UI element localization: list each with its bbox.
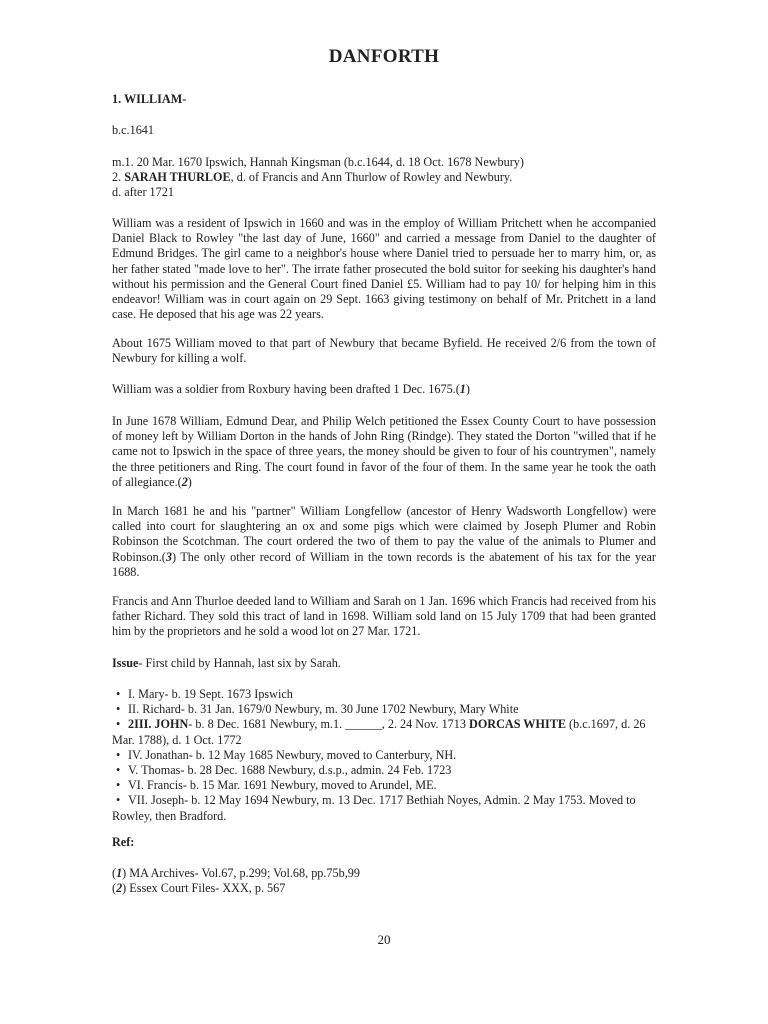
marriage-2-line [112,170,656,185]
paragraph-2: About 1675 William moved to that part of Newbury that became Byfield. He received 2/6 from the town of Newbury for killing a wolf. [112,336,656,366]
footnote-ref-1: 1 [459,382,466,396]
references-list [112,866,656,896]
bullet: • [116,687,121,701]
child-name-john: 2III. JOHN [128,717,189,732]
marriage-block [112,155,656,201]
bullet: • [116,778,121,793]
paragraph-5 [112,504,656,580]
bullet: • [116,747,121,762]
paragraph-4-text: In June 1678 William, Edmund Dear, and Philip Welch petitioned the Essex County Court to have possession of money left by William Dorton in the hands of John Ring (Rindge). They stated the Dorton "willed that if he came not to Ipswich in the space of three years, the money should be given to four of his countrymen", namely the three petitioners and Ring. The court found in favor of the four of them. In the same year he took the oath of allegiance.( [112,414,656,489]
paragraph-3 [112,382,656,397]
child-text: VI. Francis- b. 15 Mar. 1691 Newbury, moved to Arundel, ME. [128,778,437,793]
reference-1 [112,866,656,881]
marriage-2-rest: , d. of Francis and Ann Thurlow of Rowley and Newbury. [230,170,513,185]
page-title: DANFORTH [328,46,440,67]
paragraph-6: Francis and Ann Thurloe deeded land to William and Sarah on 1 Jan. 1696 which Francis had received from his father Richard. They sold this tract of land in 1698. William sold land on 15 July 1709 that had been granted him by the proprietors and he sold a wood lot on 27 Mar. 1721. [112,594,656,639]
spouse-name: SARAH THURLOE [124,170,231,185]
reference-open: ( [112,881,117,896]
bullet: • [116,717,121,732]
reference-number: 2 [116,881,123,896]
footnote-ref-2: 2 [181,474,188,489]
bullet: • [116,763,121,778]
paragraph-5-text: In March 1681 he and his "partner" William Longfellow (ancestor of Henry Wadsworth Longfellow) were called into court for slaughtering an ox and some pigs which were claimed by Joseph Plumer and Robin Robinson the Scotchman. The court ordered the two of them to pay the value of the animals to Plumer and Robinson.( [112,504,656,564]
child-text-rest: (b.c.1697, d. 26 Mar. 1788), d. 1 Oct. 1772 [112,717,646,747]
list-item [112,702,656,717]
paragraph-1: William was a resident of Ipswich in 1660 and was in the employ of William Pritchett when he accompanied Daniel Black to Rowley "the last day of June, 1660" and carried a message from Daniel to the daughter of Edmund Bridges. The girl came to a neighbor's house where Daniel tried to persuade her to marry him, or, as her father stated "made love to her". The irrate father prosecuted the bold suitor for seeking his daughter's hand without his permission and the General Court fined Daniel £5. William had to pay 10/ for helping him in this endeavor! William was in court again on 29 Sept. 1663 giving testimony on behalf of Mr. Pritchett in a land case. He deposed that his age was 22 years. [112,216,656,322]
reference-text: ) Essex Court Files- XXX, p. 567 [122,881,286,896]
footnote-ref-3: 3 [165,549,172,564]
child-text: V. Thomas- b. 28 Dec. 1688 Newbury, d.s.p., admin. 24 Feb. 1723 [128,763,452,778]
marriage-2-number: 2. [112,170,125,185]
page-number: 20 [377,932,391,947]
list-item [112,793,656,823]
child-spouse-name: DORCAS WHITE [469,717,566,732]
list-item [112,748,656,763]
reference-2 [112,881,656,896]
issue-label: Issue [112,656,139,670]
reference-number: 1 [116,866,123,880]
list-item [112,687,656,702]
paragraph-4-end: ) [187,474,192,489]
reference-open: ( [112,866,117,880]
list-item [112,778,656,793]
paragraph-5-end: ) The only other record of William in the town records is the abatement of his tax for the year 1688. [112,549,656,579]
issue-line [112,656,656,671]
child-text: II. Richard- b. 31 Jan. 1679/0 Newbury, m. 30 June 1702 Newbury, Mary White [128,702,519,717]
birth-line: b.c.1641 [112,123,154,137]
child-text: I. Mary- b. 19 Sept. 1673 Ipswich [128,687,293,701]
list-item [112,717,656,747]
child-text: VII. Joseph- b. 12 May 1694 Newbury, m. 13 Dec. 1717 Bethiah Noyes, Admin. 2 May 1753. Moved to Rowley, then Bradford. [112,793,636,823]
list-item [112,763,656,778]
children-list [112,687,656,824]
paragraph-3-text: William was a soldier from Roxbury having been drafted 1 Dec. 1675.( [112,382,460,396]
child-text: IV. Jonathan- b. 12 May 1685 Newbury, moved to Canterbury, NH. [128,747,457,762]
references-heading: Ref: [112,835,135,849]
reference-text: ) MA Archives- Vol.67, p.299; Vol.68, pp.75b,99 [122,866,360,880]
paragraph-4 [112,414,656,490]
bullet: • [116,702,121,717]
child-text: - b. 8 Dec. 1681 Newbury, m.1. ______, 2. 24 Nov. 1713 [188,717,470,732]
entry-heading: 1. WILLIAM- [112,92,187,106]
death-line: d. after 1721 [112,185,174,200]
issue-text: - First child by Hannah, last six by Sarah. [138,656,341,670]
bullet: • [116,793,121,808]
paragraph-3-end: ) [465,382,470,396]
marriage-1-line: m.1. 20 Mar. 1670 Ipswich, Hannah Kingsman (b.c.1644, d. 18 Oct. 1678 Newbury) [112,155,524,169]
